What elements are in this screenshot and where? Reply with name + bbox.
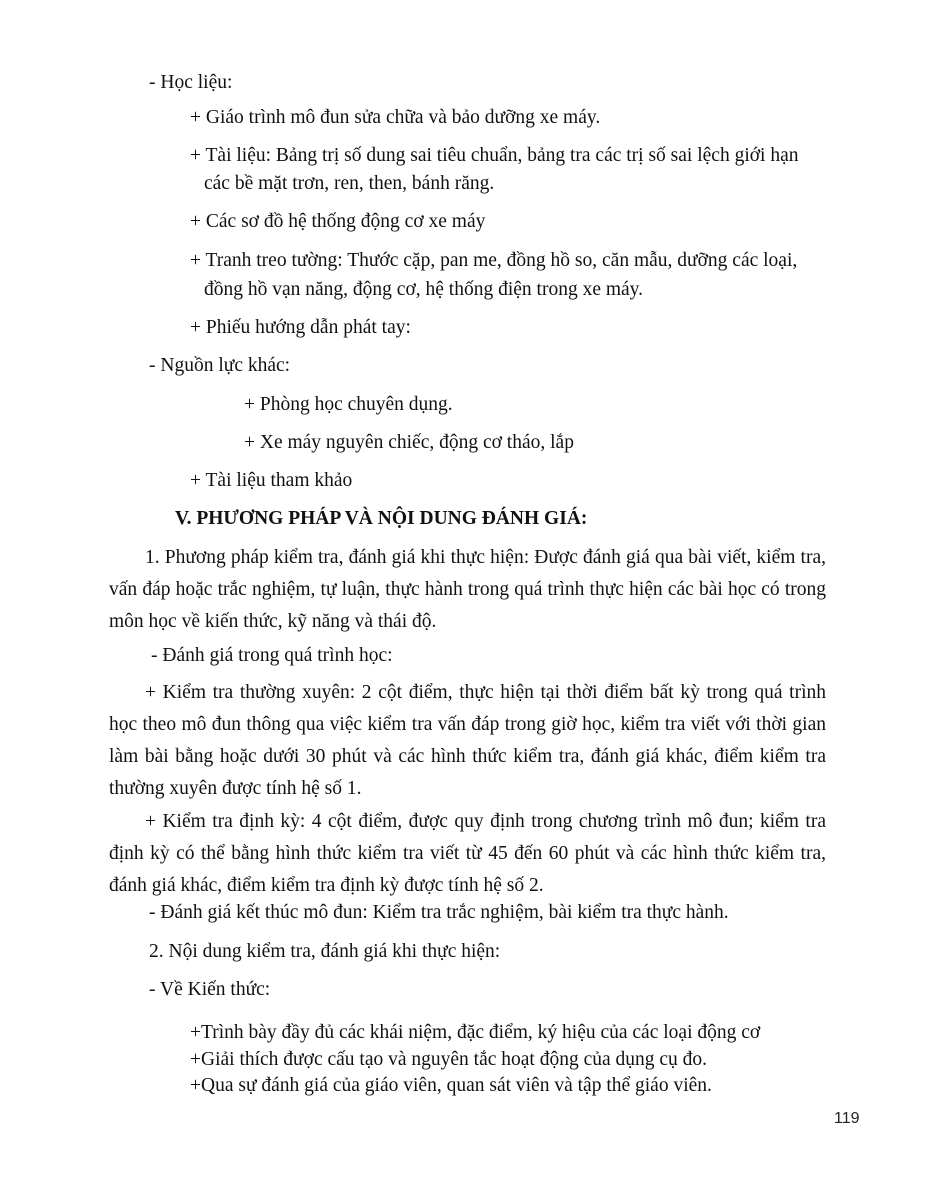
section-heading: V. PHƯƠNG PHÁP VÀ NỘI DUNG ĐÁNH GIÁ: [175,508,588,529]
hoc-lieu-item: + Giáo trình mô đun sửa chữa và bảo dưỡng xe máy. [190,107,601,128]
nguon-luc-item: + Phòng học chuyên dụng. [244,394,453,415]
danh-gia-label: - Đánh giá trong quá trình học: [151,645,393,666]
ket-thuc-text: - Đánh giá kết thúc mô đun: Kiểm tra trắc nghiệm, bài kiểm tra thực hành. [149,902,729,923]
hoc-lieu-item: + Phiếu hướng dẫn phát tay: [190,317,411,338]
hoc-lieu-item-continued: đồng hồ vạn năng, động cơ, hệ thống điện trong xe máy. [204,279,644,300]
nguon-luc-label: - Nguồn lực khác: [149,355,291,376]
noi-dung-heading: 2. Nội dung kiểm tra, đánh giá khi thực hiện: [149,941,501,962]
hoc-lieu-item: + Tranh treo tường: Thước cặp, pan me, đồng hồ so, căn mẫu, dưỡng các loại, [190,250,798,271]
hoc-lieu-item-continued: các bề mặt trơn, ren, then, bánh răng. [204,173,495,194]
hoc-lieu-item: + Tài liệu: Bảng trị số dung sai tiêu chuẩn, bảng tra các trị số sai lệch giới hạn [190,145,799,166]
nguon-luc-item: + Tài liệu tham khảo [190,470,353,491]
paragraph-dinh-ky: + Kiểm tra định kỳ: 4 cột điểm, được quy định trong chương trình mô đun; kiểm tra định kỳ có thể bằng hình thức kiểm tra viết từ 45 đến 60 phút và các hình thức kiểm tra, đánh giá khác, điểm kiểm tra định kỳ được tính hệ số 2. [109,811,826,896]
hoc-lieu-item: + Các sơ đồ hệ thống động cơ xe máy [190,211,486,232]
hoc-lieu-label: - Học liệu: [149,72,233,93]
nguon-luc-item: + Xe máy nguyên chiếc, động cơ tháo, lắp [244,432,574,453]
paragraph-phuong-phap: 1. Phương pháp kiểm tra, đánh giá khi thực hiện: Được đánh giá qua bài viết, kiểm tra, vấn đáp hoặc trắc nghiệm, tự luận, thực hành trong quá trình thực hiện các bài học có trong môn học về kiến thức, kỹ năng và thái độ. [109,547,826,632]
kien-thuc-item: +Giải thích được cấu tạo và nguyên tắc hoạt động của dụng cụ đo. [190,1049,708,1070]
paragraph-thuong-xuyen: + Kiểm tra thường xuyên: 2 cột điểm, thực hiện tại thời điểm bất kỳ trong quá trình học theo mô đun thông qua việc kiểm tra vấn đáp trong giờ học, kiểm tra viết với thời gian làm bài bằng hoặc dưới 30 phút và các hình thức kiểm tra, đánh giá khác, điểm kiểm tra thường xuyên được tính hệ số 1. [109,682,826,799]
kien-thuc-item: +Trình bày đầy đủ các khái niệm, đặc điểm, ký hiệu của các loại động cơ [190,1022,761,1043]
page-number: 119 [834,1110,860,1127]
kien-thuc-label: - Về Kiến thức: [149,979,271,1000]
kien-thuc-item: +Qua sự đánh giá của giáo viên, quan sát viên và tập thể giáo viên. [190,1075,712,1096]
